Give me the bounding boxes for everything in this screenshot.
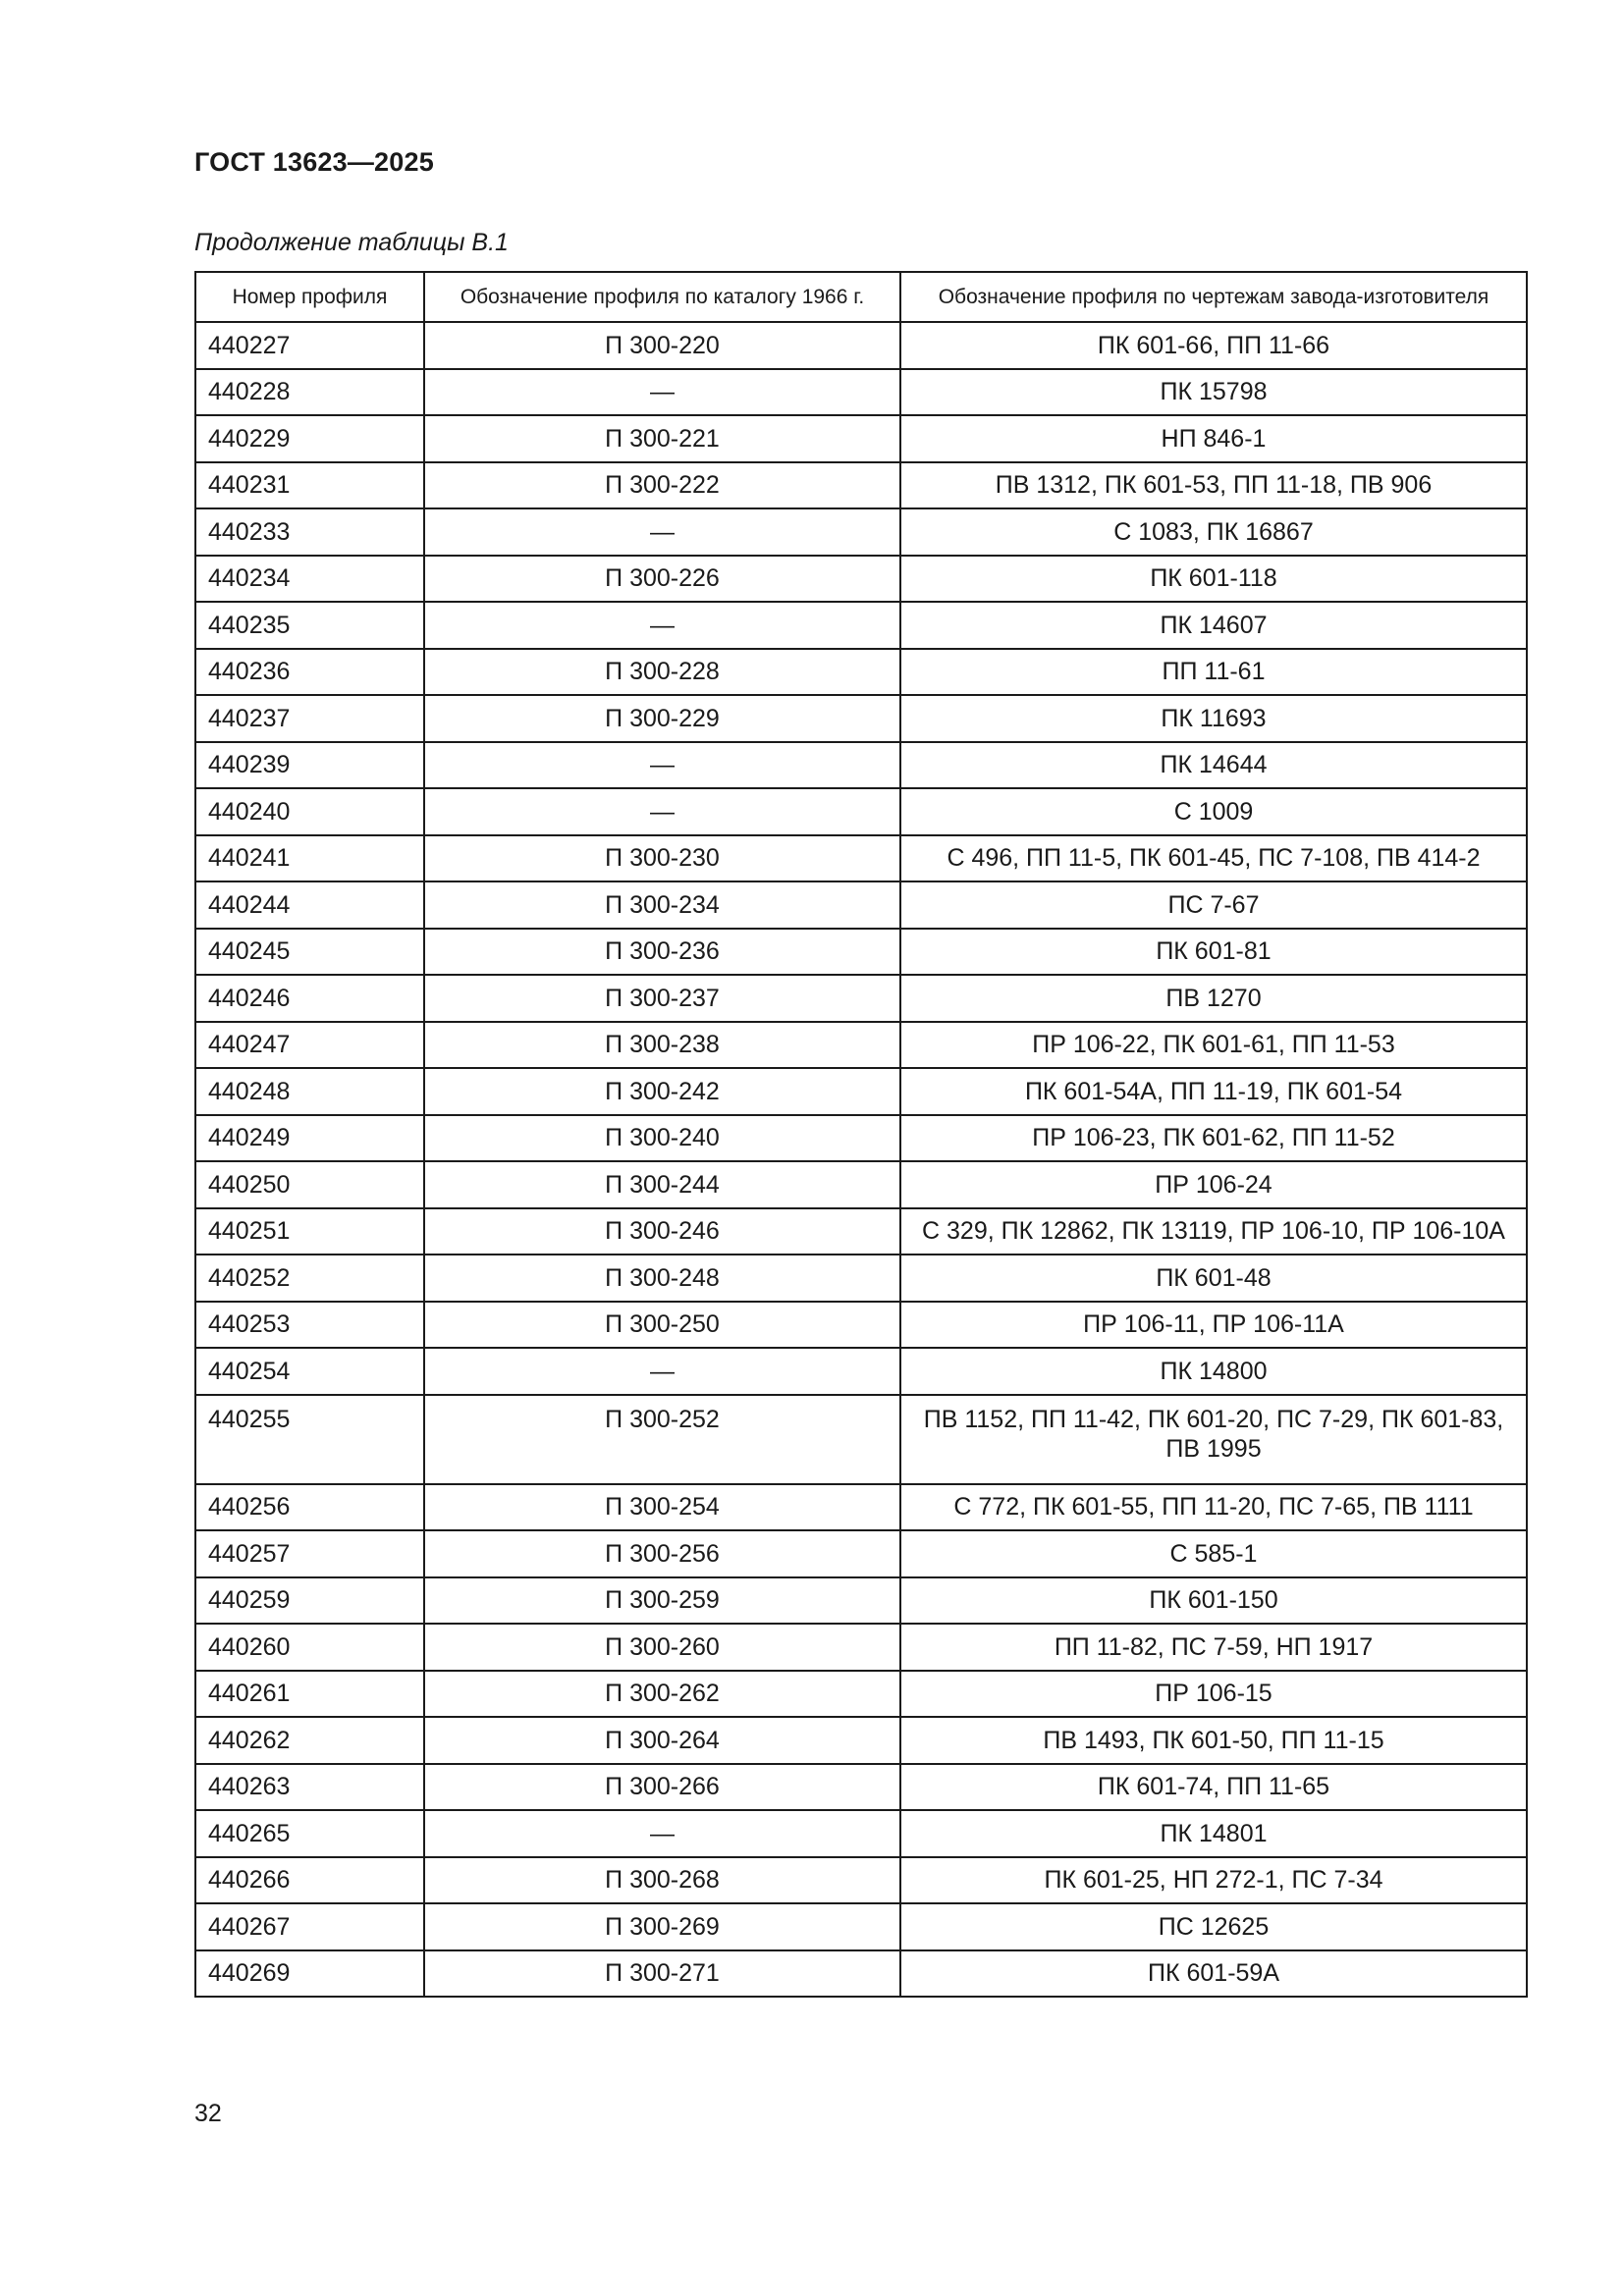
cell-profile-number: 440246 [195,975,424,1022]
cell-profile-number: 440254 [195,1348,424,1395]
cell-drawing-designation: ПК 14607 [900,602,1527,649]
cell-drawing-designation: ПК 601-66, ПП 11-66 [900,322,1527,369]
cell-drawing-designation: С 1009 [900,788,1527,835]
cell-drawing-designation: ПК 601-81 [900,929,1527,976]
table-row [195,835,1527,882]
table-row [195,1624,1527,1671]
cell-profile-number: 440263 [195,1764,424,1811]
cell-drawing-designation: ПК 15798 [900,369,1527,416]
cell-profile-number: 440256 [195,1484,424,1531]
table-row [195,1717,1527,1764]
cell-catalog-designation: — [424,788,900,835]
cell-profile-number: 440261 [195,1671,424,1718]
table-body [195,322,1527,1997]
table-row [195,1348,1527,1395]
table-row [195,1022,1527,1069]
cell-drawing-designation: ПР 106-11, ПР 106-11А [900,1302,1527,1349]
cell-drawing-designation: С 329, ПК 12862, ПК 13119, ПР 106-10, ПР 106-10А [900,1208,1527,1255]
profiles-table [194,271,1528,1998]
cell-drawing-designation: С 1083, ПК 16867 [900,508,1527,556]
cell-catalog-designation: П 300-222 [424,462,900,509]
cell-catalog-designation: П 300-238 [424,1022,900,1069]
cell-drawing-designation: ПК 11693 [900,695,1527,742]
cell-profile-number: 440257 [195,1530,424,1577]
table-row [195,1255,1527,1302]
table-row [195,1810,1527,1857]
cell-profile-number: 440252 [195,1255,424,1302]
cell-drawing-designation: ПР 106-15 [900,1671,1527,1718]
cell-drawing-designation: НП 846-1 [900,415,1527,462]
table-row [195,1161,1527,1208]
document-title: ГОСТ 13623—2025 [194,147,434,177]
table-row [195,602,1527,649]
cell-drawing-designation: С 496, ПП 11-5, ПК 601-45, ПС 7-108, ПВ 414-2 [900,835,1527,882]
cell-drawing-designation: ПВ 1152, ПП 11-42, ПК 601-20, ПС 7-29, ПК 601-83, ПВ 1995 [900,1395,1527,1484]
cell-profile-number: 440266 [195,1857,424,1904]
table-row [195,1764,1527,1811]
cell-catalog-designation: П 300-230 [424,835,900,882]
cell-profile-number: 440248 [195,1068,424,1115]
cell-profile-number: 440227 [195,322,424,369]
table-row [195,1903,1527,1950]
cell-drawing-designation: ПВ 1312, ПК 601-53, ПП 11-18, ПВ 906 [900,462,1527,509]
table-row [195,649,1527,696]
cell-catalog-designation: П 300-226 [424,556,900,603]
cell-drawing-designation: ПК 601-74, ПП 11-65 [900,1764,1527,1811]
column-header-catalog: Обозначение профиля по каталогу 1966 г. [424,272,900,322]
table-row [195,556,1527,603]
cell-profile-number: 440231 [195,462,424,509]
cell-profile-number: 440267 [195,1903,424,1950]
cell-catalog-designation: П 300-242 [424,1068,900,1115]
cell-drawing-designation: ПК 14644 [900,742,1527,789]
cell-catalog-designation: П 300-260 [424,1624,900,1671]
cell-catalog-designation: П 300-262 [424,1671,900,1718]
cell-catalog-designation: П 300-240 [424,1115,900,1162]
cell-drawing-designation: ПК 601-118 [900,556,1527,603]
table-row [195,929,1527,976]
cell-profile-number: 440240 [195,788,424,835]
cell-catalog-designation: П 300-234 [424,881,900,929]
table-row [195,1671,1527,1718]
cell-catalog-designation: П 300-252 [424,1395,900,1484]
cell-profile-number: 440245 [195,929,424,976]
cell-profile-number: 440239 [195,742,424,789]
cell-profile-number: 440229 [195,415,424,462]
cell-profile-number: 440259 [195,1577,424,1625]
cell-catalog-designation: П 300-236 [424,929,900,976]
cell-profile-number: 440241 [195,835,424,882]
table-row [195,881,1527,929]
cell-drawing-designation: ПС 7-67 [900,881,1527,929]
cell-drawing-designation: ПК 601-48 [900,1255,1527,1302]
cell-catalog-designation: П 300-259 [424,1577,900,1625]
cell-catalog-designation: П 300-250 [424,1302,900,1349]
table-row [195,1208,1527,1255]
cell-catalog-designation: — [424,742,900,789]
cell-catalog-designation: П 300-248 [424,1255,900,1302]
cell-profile-number: 440255 [195,1395,424,1484]
table-row [195,415,1527,462]
table-row [195,369,1527,416]
cell-catalog-designation: П 300-271 [424,1950,900,1998]
cell-drawing-designation: ПК 601-59А [900,1950,1527,1998]
cell-catalog-designation: П 300-254 [424,1484,900,1531]
cell-drawing-designation: ПС 12625 [900,1903,1527,1950]
table-row [195,1302,1527,1349]
cell-catalog-designation: — [424,1810,900,1857]
table-row [195,1577,1527,1625]
cell-catalog-designation: П 300-246 [424,1208,900,1255]
cell-drawing-designation: ПП 11-61 [900,649,1527,696]
cell-profile-number: 440250 [195,1161,424,1208]
table-row [195,1068,1527,1115]
table-row [195,975,1527,1022]
cell-drawing-designation: ПК 601-25, НП 272-1, ПС 7-34 [900,1857,1527,1904]
cell-profile-number: 440262 [195,1717,424,1764]
cell-catalog-designation: П 300-237 [424,975,900,1022]
cell-drawing-designation: ПК 14801 [900,1810,1527,1857]
table-row [195,462,1527,509]
cell-catalog-designation: П 300-269 [424,1903,900,1950]
cell-profile-number: 440247 [195,1022,424,1069]
table-row [195,1950,1527,1998]
cell-drawing-designation: ПК 601-54А, ПП 11-19, ПК 601-54 [900,1068,1527,1115]
cell-drawing-designation: ПВ 1493, ПК 601-50, ПП 11-15 [900,1717,1527,1764]
cell-drawing-designation: ПР 106-24 [900,1161,1527,1208]
table-row [195,1115,1527,1162]
cell-drawing-designation: ПР 106-23, ПК 601-62, ПП 11-52 [900,1115,1527,1162]
cell-catalog-designation: П 300-264 [424,1717,900,1764]
cell-catalog-designation: П 300-244 [424,1161,900,1208]
table-row [195,788,1527,835]
cell-catalog-designation: П 300-266 [424,1764,900,1811]
cell-profile-number: 440260 [195,1624,424,1671]
cell-profile-number: 440249 [195,1115,424,1162]
cell-profile-number: 440237 [195,695,424,742]
cell-profile-number: 440253 [195,1302,424,1349]
table-row [195,1530,1527,1577]
page-number: 32 [194,2100,222,2127]
cell-drawing-designation: ПР 106-22, ПК 601-61, ПП 11-53 [900,1022,1527,1069]
cell-profile-number: 440234 [195,556,424,603]
cell-catalog-designation: — [424,508,900,556]
cell-catalog-designation: — [424,602,900,649]
cell-catalog-designation: П 300-221 [424,415,900,462]
table-row [195,695,1527,742]
cell-drawing-designation: С 585-1 [900,1530,1527,1577]
table-row [195,1484,1527,1531]
table-header-row [195,272,1527,322]
cell-drawing-designation: С 772, ПК 601-55, ПП 11-20, ПС 7-65, ПВ 1111 [900,1484,1527,1531]
cell-catalog-designation: — [424,369,900,416]
cell-profile-number: 440233 [195,508,424,556]
cell-catalog-designation: — [424,1348,900,1395]
cell-catalog-designation: П 300-256 [424,1530,900,1577]
column-header-number: Номер профиля [195,272,424,322]
cell-profile-number: 440244 [195,881,424,929]
table-row [195,508,1527,556]
cell-profile-number: 440269 [195,1950,424,1998]
cell-drawing-designation: ПК 601-150 [900,1577,1527,1625]
table-caption: Продолжение таблицы В.1 [194,229,509,256]
cell-catalog-designation: П 300-228 [424,649,900,696]
cell-drawing-designation: ПП 11-82, ПС 7-59, НП 1917 [900,1624,1527,1671]
cell-profile-number: 440235 [195,602,424,649]
cell-catalog-designation: П 300-220 [424,322,900,369]
cell-profile-number: 440228 [195,369,424,416]
cell-catalog-designation: П 300-268 [424,1857,900,1904]
cell-catalog-designation: П 300-229 [424,695,900,742]
table-row [195,1395,1527,1484]
cell-drawing-designation: ПК 14800 [900,1348,1527,1395]
table-row [195,1857,1527,1904]
cell-drawing-designation: ПВ 1270 [900,975,1527,1022]
cell-profile-number: 440265 [195,1810,424,1857]
column-header-drawing: Обозначение профиля по чертежам завода-изготовителя [900,272,1527,322]
table-row [195,742,1527,789]
table-row [195,322,1527,369]
cell-profile-number: 440236 [195,649,424,696]
cell-profile-number: 440251 [195,1208,424,1255]
